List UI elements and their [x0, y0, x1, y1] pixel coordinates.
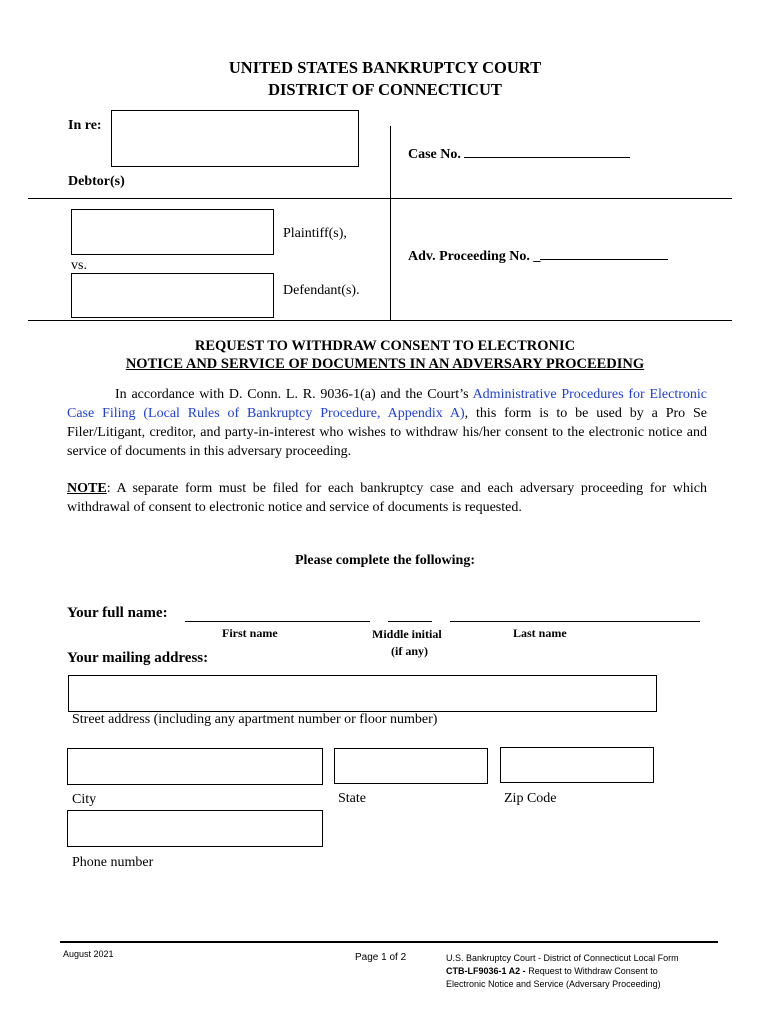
note-paragraph: NOTE: A separate form must be filed for each bankruptcy case and each adversary proceeding for which withdrawal of consent to electronic notice and service of documents is requested.	[67, 481, 707, 515]
state-input[interactable]	[334, 748, 488, 784]
if-any-caption: (if any)	[391, 644, 428, 658]
last-name-caption: Last name	[513, 626, 567, 640]
adv-proceeding-line[interactable]	[540, 259, 668, 260]
instructions-paragraph: In accordance with D. Conn. L. R. 9036-1(a) and the Court’s Administrative Procedures for Electronic Case Filing (Local Rules of Bankruptcy Procedure, Appendix A), this form is to be used by a Pro Se Filer/Litigant, creditor, and party-in-interest who wishes to withdraw his/her consent to the electronic notice and service of documents in this adversary proceeding.	[67, 387, 707, 459]
plaintiff-name-input[interactable]	[71, 209, 274, 255]
caption-divider-vertical	[390, 126, 391, 321]
middle-initial-line[interactable]	[388, 621, 432, 622]
complete-heading: Please complete the following:	[294, 553, 475, 568]
city-caption: City	[72, 792, 97, 807]
plaintiffs-label: Plaintiff(s),	[283, 226, 347, 241]
debtors-label: Debtor(s)	[68, 174, 125, 189]
caption-divider-top	[28, 198, 732, 199]
full-name-label: Your full name:	[67, 605, 168, 621]
zip-code-caption: Zip Code	[504, 791, 557, 806]
zip-code-input[interactable]	[500, 747, 654, 783]
vs-label: vs.	[71, 258, 87, 273]
court-name: UNITED STATES BANKRUPTCY COURT	[228, 58, 542, 77]
footer-form-line2: CTB-LF9036-1 A2 - Request to Withdraw Consent to	[446, 966, 658, 976]
footer-rule	[60, 941, 718, 943]
case-no-label: Case No.	[408, 147, 630, 163]
adv-proceeding-label: Adv. Proceeding No. _	[408, 249, 668, 265]
case-no-line[interactable]	[464, 157, 630, 158]
footer-form-line3: Electronic Notice and Service (Adversary Proceeding)	[446, 979, 661, 989]
city-input[interactable]	[67, 748, 323, 785]
state-caption: State	[338, 791, 366, 806]
middle-initial-caption: Middle initial	[372, 627, 442, 641]
mailing-address-label: Your mailing address:	[67, 650, 209, 666]
phone-number-input[interactable]	[67, 810, 323, 847]
admin-procedures-link[interactable]: Administrative Procedures for Electronic Case Filing (Local Rules of Bankruptcy Procedure, Appendix A)	[67, 387, 707, 421]
district-name: DISTRICT OF CONNECTICUT	[268, 80, 502, 99]
street-address-input[interactable]	[68, 675, 657, 712]
defendant-name-input[interactable]	[71, 273, 274, 318]
first-name-caption: First name	[222, 626, 278, 640]
footer-form-line1: U.S. Bankruptcy Court - District of Connecticut Local Form	[446, 953, 679, 963]
footer-page-number: Page 1 of 2	[355, 952, 407, 963]
form-title-line1: REQUEST TO WITHDRAW CONSENT TO ELECTRONIC	[194, 338, 576, 354]
last-name-line[interactable]	[450, 621, 700, 622]
first-name-line[interactable]	[185, 621, 370, 622]
in-re-label: In re:	[68, 118, 102, 133]
caption-divider-bottom	[28, 320, 732, 321]
phone-number-caption: Phone number	[72, 855, 154, 870]
form-title-line2: NOTICE AND SERVICE OF DOCUMENTS IN AN ADVERSARY PROCEEDING	[125, 356, 645, 372]
defendants-label: Defendant(s).	[283, 283, 360, 298]
debtor-name-input[interactable]	[111, 110, 359, 167]
footer-date: August 2021	[63, 949, 114, 959]
street-address-caption: Street address (including any apartment number or floor number)	[72, 712, 438, 727]
